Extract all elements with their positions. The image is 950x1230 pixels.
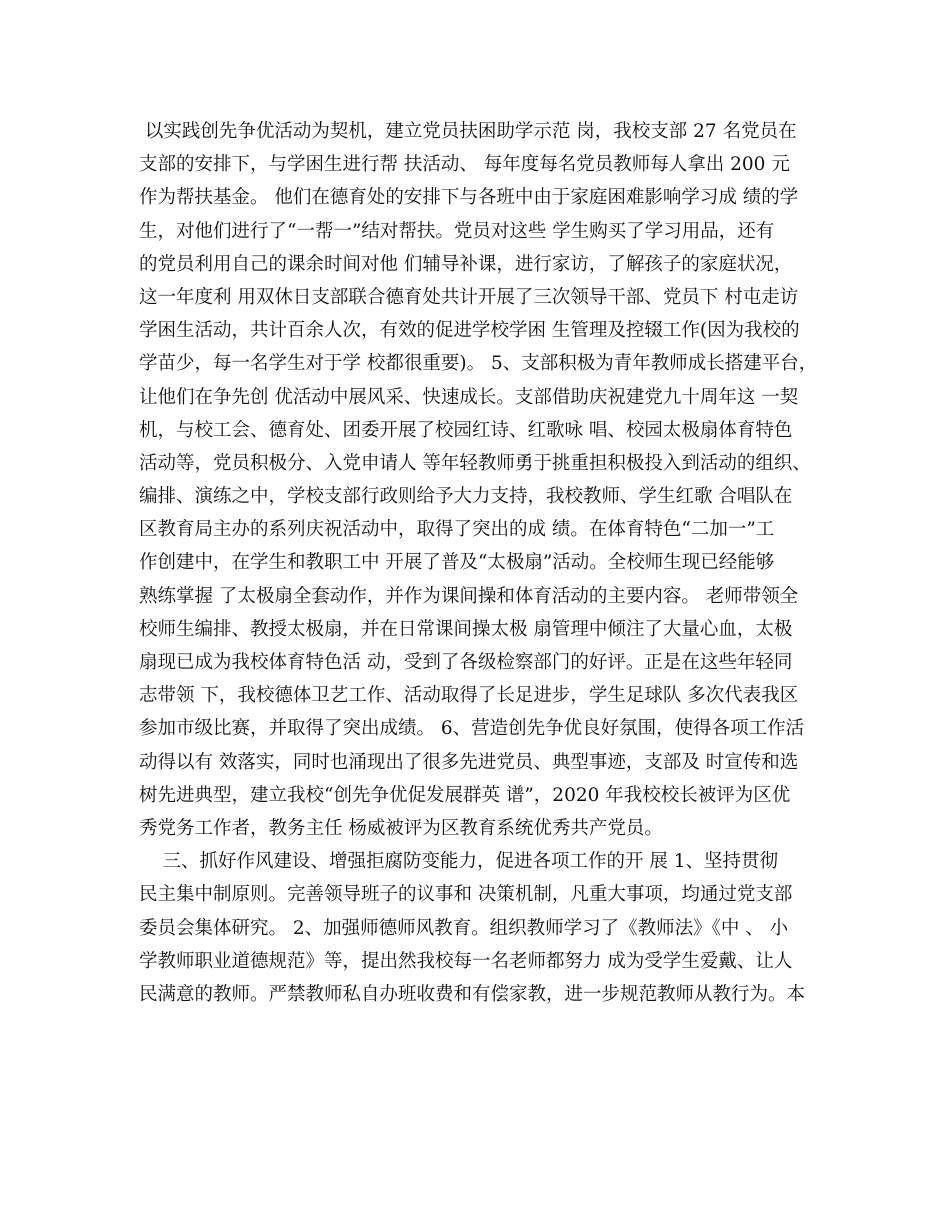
text-line-26: 学教师职业道德规范》等，提出然我校每一名老师都努力 成为受学生爱戴、让人 <box>139 950 793 972</box>
text-line-8: 学苗少，每一名学生对于学 校都很重要)。 5、支部积极为青年教师成长搭建平台， <box>139 353 818 375</box>
text-line-15: 熟练掌握 了太极扇全套动作，并作为课间操和体育活动的主要内容。 老师带领全 <box>139 585 799 607</box>
body-text <box>139 115 829 1011</box>
text-line-20: 动得以有 效落实，同时也涌现出了很多先进党员、典型事迹，支部及 时宣传和选 <box>139 751 799 773</box>
text-line-5: 的党员利用自己的课余时间对他 们辅导补课，进行家访，了解孩子的家庭状况， <box>139 253 793 275</box>
text-line-19: 参加市级比赛，并取得了突出成绩。 6、营造创先争优良好氛围，使得各项工作活 <box>139 718 805 740</box>
text-line-2: 支部的安排下，与学困生进行帮 扶活动、 每年度每名党员教师每人拿出 200 元 <box>139 154 790 176</box>
text-line-11: 活动等，党员积极分、入党申请人 等年轻教师勇于挑重担积极投入到活动的组织、 <box>139 452 811 474</box>
text-line-13: 区教育局主办的系列庆祝活动中，取得了突出的成 绩。在体育特色“二加一”工 <box>139 519 775 541</box>
text-line-1: 以实践创先争优活动为契机，建立党员扶困助学示范 岗，我校支部 27 名党员在 <box>139 121 797 142</box>
text-line-17: 扇现已成为我校体育特色活 动，受到了各级检察部门的好评。正是在这些年轻同 <box>139 652 793 673</box>
text-line-21: 树先进典型，建立我校“创先争优促发展群英 谱”，2020 年我校校长被评为区优 <box>139 784 791 806</box>
text-line-25: 委员会集体研究。 2、加强师德师风教育。组织教师学习了《教师法》《中 、 小 <box>139 917 789 939</box>
text-line-7: 学困生活动，共计百余人次，有效的促进学校学困 生管理及控辍工作(因为我校的 <box>139 320 800 342</box>
text-line-24: 民主集中制原则。完善领导班子的议事和 决策机制，凡重大事项，均通过党支部 <box>139 884 793 906</box>
text-line-27: 民满意的教师。严禁教师私自办班收费和有偿家教，进一步规范教师从教行为。本 <box>139 983 806 1005</box>
text-line-23: 三、抓好作风建设、增强拒腐防变能力，促进各项工作的开 展 1、坚持贯彻 <box>139 851 779 873</box>
text-line-18: 志带领 下，我校德体卫艺工作、活动取得了长足进步，学生足球队 多次代表我区 <box>139 685 799 707</box>
text-line-22: 秀党务工作者，教务主任 杨威被评为区教育系统优秀共产党员。 <box>139 817 663 839</box>
text-line-6: 这一年度利 用双休日支部联合德育处共计开展了三次领导干部、党员下 村屯走访 <box>139 286 799 308</box>
text-line-3: 作为帮扶基金。 他们在德育处的安排下与各班中由于家庭困难影响学习成 绩的学 <box>139 187 799 209</box>
text-line-9: 让他们在争先创 优活动中展风采、快速成长。支部借助庆祝建党九十周年这 一契 <box>139 386 799 408</box>
text-line-14: 作创建中，在学生和教职工中 开展了普及“太极扇”活动。全校师生现已经能够 <box>139 552 775 574</box>
text-line-12: 编排、演练之中，学校支部行政则给予大力支持，我校教师、学生红歌 合唱队在 <box>139 486 793 508</box>
text-line-10: 机，与校工会、德育处、团委开展了校园红诗、红歌咏 唱、校园太极扇体育特色 <box>139 419 793 441</box>
text-line-4: 生，对他们进行了“一帮一”结对帮扶。党员对这些 学生购买了学习用品，还有 <box>139 220 775 242</box>
text-line-16: 校师生编排、教授太极扇，并在日常课间操太极 扇管理中倾注了大量心血，太极 <box>139 618 793 640</box>
